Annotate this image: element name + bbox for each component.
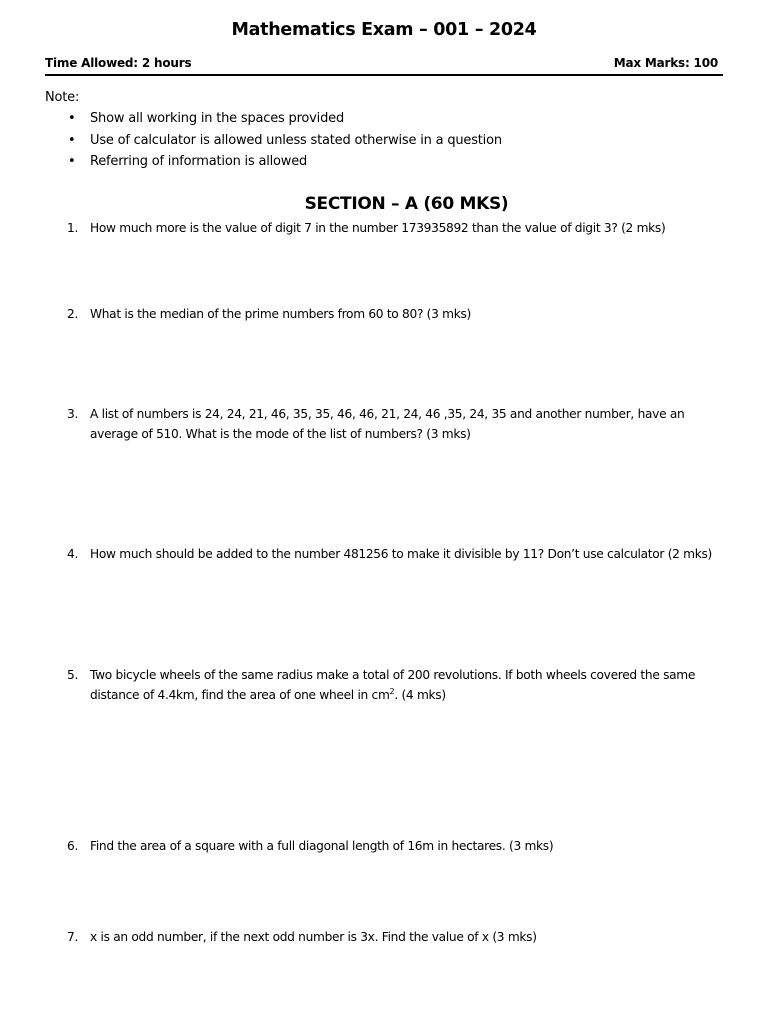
time-allowed: Time Allowed: 2 hours [45, 56, 192, 70]
notes-list [45, 108, 502, 173]
question-text: How much more is the value of digit 7 in the number 173935892 than the value of digit 3? (2 mks) [90, 221, 666, 235]
note-label: Note: [45, 90, 80, 105]
question-text: Find the area of a square with a full diagonal length of 16m in hectares. (3 mks) [90, 839, 554, 853]
section-title: SECTION – A (60 MKS) [304, 194, 509, 214]
question-number: 1. [67, 221, 79, 235]
bullet-icon: • [68, 111, 76, 126]
question-text: How much should be added to the number 481256 to make it divisible by 11? Don’t use calculator (2 mks) [90, 547, 713, 561]
header-divider [45, 74, 723, 76]
note-text: Show all working in the spaces provided [90, 111, 344, 126]
exam-title: Mathematics Exam – 001 – 2024 [231, 20, 537, 40]
note-text: Use of calculator is allowed unless stated otherwise in a question [90, 132, 502, 148]
note-item [45, 151, 502, 173]
question-text: A list of numbers is 24, 24, 21, 46, 35, 35, 46, 46, 21, 24, 46 ,35, 24, 35 and another number, have an average of 510. What is the mode of the list of numbers? (3 mks) [90, 407, 685, 441]
question-text: What is the median of the prime numbers from 60 to 80? (3 mks) [90, 307, 471, 321]
question-text-end: . (4 mks) [394, 688, 446, 702]
question-text: x is an odd number, if the next odd number is 3x. Find the value of x (3 mks) [90, 930, 537, 944]
question-number: 3. [67, 407, 79, 421]
question-number: 6. [67, 839, 79, 853]
bullet-icon: • [68, 154, 76, 169]
superscript-2: 2 [389, 686, 395, 696]
question-number: 2. [67, 307, 79, 321]
question-number: 5. [67, 668, 79, 682]
question-text [90, 665, 725, 705]
bullet-icon: • [68, 132, 76, 148]
max-marks: Max Marks: 100 [613, 56, 718, 70]
question-number: 4. [67, 547, 79, 561]
question-number: 7. [67, 930, 79, 944]
note-item [45, 108, 502, 130]
note-text: Referring of information is allowed [90, 154, 308, 169]
question-text-main: Two bicycle wheels of the same radius make a total of 200 revolutions. If both wheels covered the same distance of 4.4km, find the area of one wheel in cm [90, 668, 696, 702]
note-item [45, 130, 502, 152]
